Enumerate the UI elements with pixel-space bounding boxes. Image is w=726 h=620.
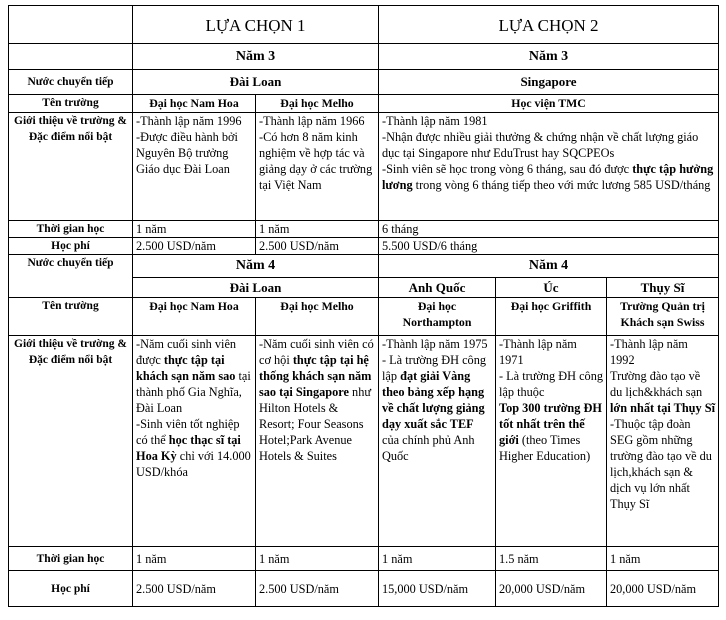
intro-label-y4: Giới thiệu về trường & Đặc điểm nổi bật — [9, 336, 133, 547]
fee-nanhua-y4: 2.500 USD/năm — [133, 571, 256, 607]
intro-melho-y3: -Thành lập năm 1966 -Có hơn 8 năm kinh nghiệm về hợp tác và giảng dạy ở các trường tại Việt Nam — [256, 113, 379, 221]
duration-melho-y4: 1 năm — [256, 547, 379, 571]
year-label-spacer — [9, 44, 133, 70]
school-tmc: Học viện TMC — [379, 95, 719, 113]
intro-nanhua-y3: -Thành lập năm 1996 -Được điều hành bởi Nguyên Bộ trưởng Giáo dục Đài Loan — [133, 113, 256, 221]
duration-swiss: 1 năm — [607, 547, 719, 571]
year4-option1: Năm 4 — [133, 255, 379, 278]
year4-option2: Năm 4 — [379, 255, 719, 278]
intro-northampton: -Thành lập năm 1975 - Là trường ĐH công lập đạt giải Vàng theo bảng xếp hạng về chất lượng giảng dạy xuất sắc TEF của chính phủ Anh Quốc — [379, 336, 496, 547]
year3-option1: Năm 3 — [133, 44, 379, 70]
duration-nanhua-y4: 1 năm — [133, 547, 256, 571]
fee-melho-y3: 2.500 USD/năm — [256, 238, 379, 255]
duration-melho-y3: 1 năm — [256, 221, 379, 238]
school-nanhua: Đại học Nam Hoa — [133, 95, 256, 113]
year4-country-uk: Anh Quốc — [379, 278, 496, 298]
fee-griffith: 20,000 USD/năm — [496, 571, 607, 607]
country-label: Nước chuyển tiếp — [9, 70, 133, 95]
intro-nanhua-y4: -Năm cuối sinh viên được thực tập tại khách sạn năm sao tại thành phố Gia Nghĩa, Đài Loan -Sinh viên tốt nghiệp có thể học thạc sĩ tại Hoa Kỳ chỉ với 14.000 USD/khóa — [133, 336, 256, 547]
option-2-header: LỰA CHỌN 2 — [379, 6, 719, 44]
year3-country-option2: Singapore — [379, 70, 719, 95]
school-label-y4: Tên trường — [9, 298, 133, 336]
duration-griffith: 1.5 năm — [496, 547, 607, 571]
year3-option2: Năm 3 — [379, 44, 719, 70]
duration-label: Thời gian học — [9, 221, 133, 238]
intro-swiss: -Thành lập năm 1992 Trường đào tạo về du lịch&khách sạn lớn nhất tại Thụy Sĩ -Thuộc tập đoàn SEG gồm những trường đào tạo về du lịch,khách sạn & dịch vụ lớn nhất Thụy Sĩ — [607, 336, 719, 547]
school-label: Tên trường — [9, 95, 133, 113]
intro-label: Giới thiệu về trường & Đặc điểm nổi bật — [9, 113, 133, 221]
duration-nanhua-y3: 1 năm — [133, 221, 256, 238]
school-melho-y4: Đại học Melho — [256, 298, 379, 336]
program-comparison-table — [8, 5, 719, 607]
intro-tmc: -Thành lập năm 1981 -Nhận được nhiều giải thưởng & chứng nhận về chất lượng giáo dục tại Singapore như EduTrust hay SQCPEOs -Sinh viên sẽ học trong vòng 6 tháng, sau đó được thực tập hưởng lương trong vòng 6 tháng tiếp theo với mức lương 585 USD/tháng — [379, 113, 719, 221]
school-swiss: Trường Quản trị Khách sạn Swiss — [607, 298, 719, 336]
fee-tmc: 5.500 USD/6 tháng — [379, 238, 719, 255]
duration-tmc: 6 tháng — [379, 221, 719, 238]
option-1-header: LỰA CHỌN 1 — [133, 6, 379, 44]
year4-country-au: Úc — [496, 278, 607, 298]
duration-label-y4: Thời gian học — [9, 547, 133, 571]
intro-griffith: -Thành lập năm 1971 - Là trường ĐH công lập thuộc Top 300 trường ĐH tốt nhất trên thế giới (theo Times Higher Education) — [496, 336, 607, 547]
year4-country-option1: Đài Loan — [133, 278, 379, 298]
school-northampton: Đại học Northampton — [379, 298, 496, 336]
fee-nanhua-y3: 2.500 USD/năm — [133, 238, 256, 255]
country-label-y4: Nước chuyển tiếp — [9, 255, 133, 298]
year3-country-option1: Đài Loan — [133, 70, 379, 95]
fee-label-y4: Học phí — [9, 571, 133, 607]
fee-northampton: 15,000 USD/năm — [379, 571, 496, 607]
year4-country-ch: Thụy Sĩ — [607, 278, 719, 298]
fee-label: Học phí — [9, 238, 133, 255]
fee-swiss: 20,000 USD/năm — [607, 571, 719, 607]
fee-melho-y4: 2.500 USD/năm — [256, 571, 379, 607]
school-melho: Đại học Melho — [256, 95, 379, 113]
corner-cell — [9, 6, 133, 44]
intro-melho-y4: -Năm cuối sinh viên có cơ hội thực tập tại hệ thống khách sạn năm sao tại Singapore như Hilton Hotels & Resort; Four Seasons Hotel;Park Avenue Hotels & Suites — [256, 336, 379, 547]
school-nanhua-y4: Đại học Nam Hoa — [133, 298, 256, 336]
duration-northampton: 1 năm — [379, 547, 496, 571]
school-griffith: Đại học Griffith — [496, 298, 607, 336]
